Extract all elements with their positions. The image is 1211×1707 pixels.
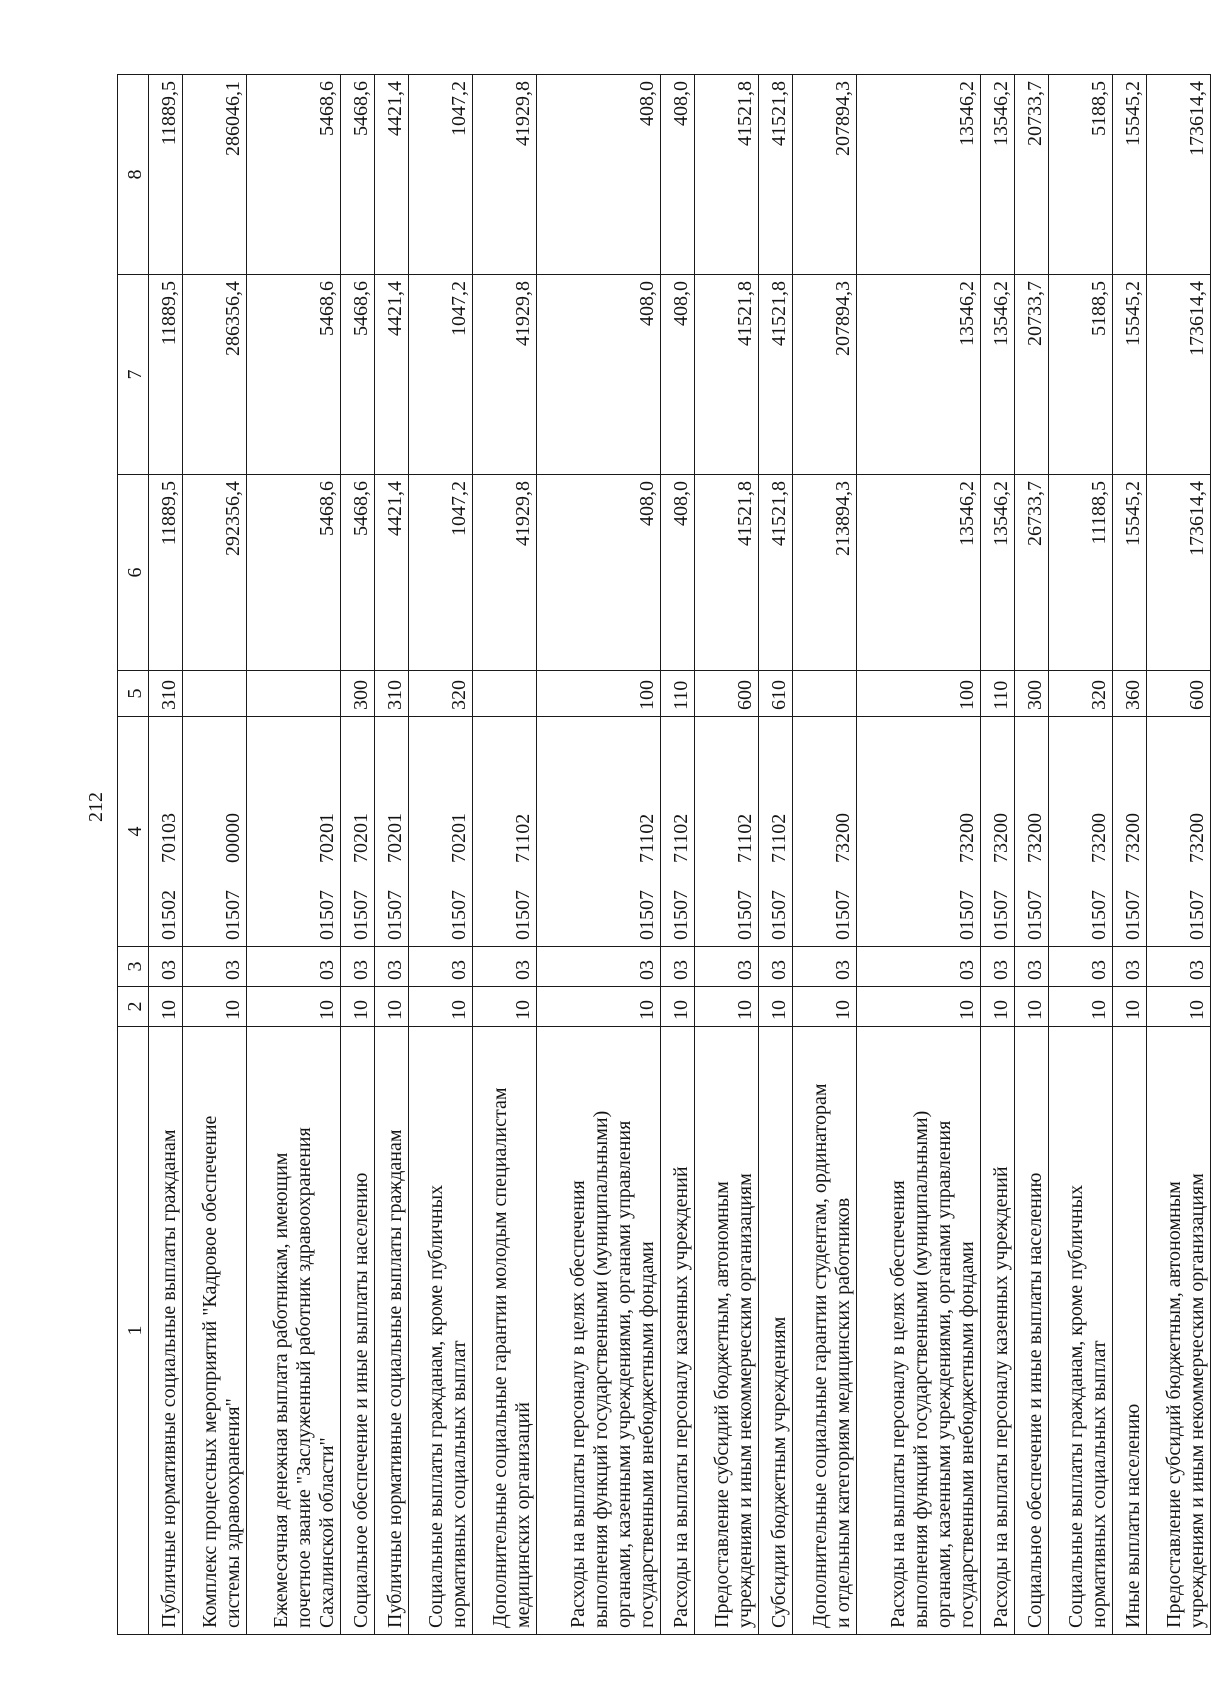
amount-col-8: 5468,6 [341, 75, 375, 275]
amount-col-7: 41521,8 [694, 275, 758, 475]
amount-col-6: 408,0 [661, 475, 695, 671]
description-line: Социальные выплаты гражданам, кроме публичных [1064, 1184, 1087, 1628]
section-code: 10 [374, 987, 408, 1027]
amount-col-7: 5188,5 [1048, 275, 1112, 475]
amount-col-8: 207894,3 [792, 75, 856, 275]
section-code: 10 [661, 987, 695, 1027]
target-article-code: 01507 73200 [1112, 717, 1146, 947]
amount-col-8: 13546,2 [981, 75, 1015, 275]
column-header: 2 [118, 987, 149, 1027]
expense-type-code [472, 671, 536, 717]
amount-col-6: 11188,5 [1048, 475, 1112, 671]
description-line: Расходы на выплаты персоналу в целях обеспечения [887, 1180, 909, 1628]
target-article-code: 01507 70201 [246, 717, 340, 947]
description-line: системы здравоохранения" [221, 1398, 244, 1628]
amount-col-8: 286046,1 [182, 75, 246, 275]
target-article-code: 01507 70201 [408, 717, 472, 947]
description-line: Субсидии бюджетным учреждениям [767, 1316, 790, 1628]
subsection-code: 03 [536, 947, 660, 987]
target-article-code: 01507 73200 [1146, 717, 1210, 947]
amount-col-6: 4421,4 [374, 475, 408, 671]
expense-type-code [182, 671, 246, 717]
amount-col-7: 11889,5 [149, 275, 183, 475]
section-code: 10 [1146, 987, 1210, 1027]
amount-col-8: 41929,8 [472, 75, 536, 275]
column-header: 3 [118, 947, 149, 987]
section-code: 10 [1112, 987, 1146, 1027]
amount-col-6: 41521,8 [758, 475, 792, 671]
row-description [1048, 1027, 1112, 1635]
subsection-code: 03 [694, 947, 758, 987]
description-line: Социальные выплаты гражданам, кроме публичных [424, 1184, 447, 1628]
amount-col-7: 173614,4 [1146, 275, 1210, 475]
amount-col-7: 408,0 [536, 275, 660, 475]
amount-col-7: 286356,4 [182, 275, 246, 475]
row-description [1112, 1027, 1146, 1635]
amount-col-8: 11889,5 [149, 75, 183, 275]
column-header: 5 [118, 671, 149, 717]
column-header: 6 [118, 475, 149, 671]
description-line: Расходы на выплаты персоналу казенных учреждений [669, 1166, 692, 1628]
expense-type-code: 310 [149, 671, 183, 717]
description-line: Расходы на выплаты персоналу в целях обеспечения [567, 1180, 589, 1628]
amount-col-6: 41929,8 [472, 475, 536, 671]
section-code: 10 [758, 987, 792, 1027]
description-line: и отдельным категориям медицинских работников [831, 1197, 854, 1628]
target-article-code: 01507 73200 [856, 717, 980, 947]
target-article-code: 01502 70103 [149, 717, 183, 947]
expense-type-code: 360 [1112, 671, 1146, 717]
description-line: Сахалинской области" [316, 1437, 338, 1628]
table-row [981, 75, 1015, 1635]
target-article-code: 01507 70201 [341, 717, 375, 947]
page-number: 212 [85, 792, 107, 822]
description-line: учреждениям и иным некоммерческим организациям [733, 1173, 756, 1628]
description-line: Дополнительные социальные гарантии молодым специалистам [488, 1087, 511, 1628]
section-code: 10 [149, 987, 183, 1027]
description-line: органами, казенными учреждениями, органами управления [613, 1120, 635, 1628]
amount-col-7: 15545,2 [1112, 275, 1146, 475]
table-row [661, 75, 695, 1635]
amount-col-6: 173614,4 [1146, 475, 1210, 671]
amount-col-6: 5468,6 [341, 475, 375, 671]
table-row [149, 75, 183, 1635]
expense-type-code: 100 [536, 671, 660, 717]
amount-col-6: 13546,2 [981, 475, 1015, 671]
amount-col-7: 20733,7 [1014, 275, 1048, 475]
budget-table [117, 74, 1211, 1635]
expense-type-code: 300 [1014, 671, 1048, 717]
amount-col-7: 13546,2 [856, 275, 980, 475]
section-code: 10 [536, 987, 660, 1027]
amount-col-6: 13546,2 [856, 475, 980, 671]
subsection-code: 03 [374, 947, 408, 987]
table-row [856, 75, 980, 1635]
column-header: 1 [118, 1027, 149, 1635]
amount-col-6: 15545,2 [1112, 475, 1146, 671]
row-description [1146, 1027, 1210, 1635]
subsection-code: 03 [792, 947, 856, 987]
amount-col-7: 41521,8 [758, 275, 792, 475]
table-body [118, 75, 1211, 1635]
amount-col-6: 292356,4 [182, 475, 246, 671]
row-description [472, 1027, 536, 1635]
subsection-code: 03 [1014, 947, 1048, 987]
row-description [341, 1027, 375, 1635]
amount-col-6: 5468,6 [246, 475, 340, 671]
description-line: Публичные нормативные социальные выплаты гражданам [383, 1129, 406, 1628]
subsection-code: 03 [1146, 947, 1210, 987]
target-article-code: 01507 00000 [182, 717, 246, 947]
row-description [536, 1027, 660, 1635]
table-row [472, 75, 536, 1635]
table-row [1112, 75, 1146, 1635]
table-row [1048, 75, 1112, 1635]
amount-col-6: 213894,3 [792, 475, 856, 671]
subsection-code: 03 [408, 947, 472, 987]
amount-col-6: 408,0 [536, 475, 660, 671]
column-header: 4 [118, 717, 149, 947]
description-line: медицинских организаций [511, 1402, 534, 1628]
description-line: органами, казенными учреждениями, органами управления [933, 1120, 955, 1628]
target-article-code: 01507 71102 [694, 717, 758, 947]
target-article-code: 01507 73200 [1048, 717, 1112, 947]
section-code: 10 [341, 987, 375, 1027]
section-code: 10 [182, 987, 246, 1027]
amount-col-7: 5468,6 [341, 275, 375, 475]
expense-type-code: 320 [408, 671, 472, 717]
description-line: Иные выплаты населению [1121, 1403, 1144, 1628]
amount-col-8: 408,0 [536, 75, 660, 275]
description-line: Предоставление субсидий бюджетным, автономным [1163, 1181, 1185, 1628]
row-description [408, 1027, 472, 1635]
table-row [374, 75, 408, 1635]
target-article-code: 01507 71102 [661, 717, 695, 947]
section-code: 10 [694, 987, 758, 1027]
subsection-code: 03 [1048, 947, 1112, 987]
expense-type-code: 310 [374, 671, 408, 717]
target-article-code: 01507 70201 [374, 717, 408, 947]
column-header: 8 [118, 75, 149, 275]
expense-type-code: 600 [694, 671, 758, 717]
expense-type-code: 600 [1146, 671, 1210, 717]
description-line: выполнения функций государственными (муниципальными) [910, 1110, 932, 1628]
amount-col-7: 207894,3 [792, 275, 856, 475]
expense-type-code: 110 [981, 671, 1015, 717]
target-article-code: 01507 71102 [758, 717, 792, 947]
amount-col-8: 4421,4 [374, 75, 408, 275]
description-line: Ежемесячная денежная выплата работникам, имеющим [270, 1152, 292, 1628]
subsection-code: 03 [981, 947, 1015, 987]
target-article-code: 01507 73200 [981, 717, 1015, 947]
subsection-code: 03 [182, 947, 246, 987]
section-code: 10 [981, 987, 1015, 1027]
description-line: нормативных социальных выплат [447, 1340, 470, 1628]
description-line: учреждениям и иным некоммерческим организациям [1186, 1173, 1208, 1628]
description-line: государственными внебюджетными фондами [956, 1241, 978, 1628]
subsection-code: 03 [341, 947, 375, 987]
description-line: Социальное обеспечение и иные выплаты населению [1023, 1172, 1046, 1628]
row-description [374, 1027, 408, 1635]
row-description [661, 1027, 695, 1635]
subsection-code: 03 [856, 947, 980, 987]
section-code: 10 [1014, 987, 1048, 1027]
amount-col-8: 173614,4 [1146, 75, 1210, 275]
row-description [981, 1027, 1015, 1635]
amount-col-8: 5188,5 [1048, 75, 1112, 275]
description-line: выполнения функций государственными (муниципальными) [590, 1110, 612, 1628]
subsection-code: 03 [1112, 947, 1146, 987]
amount-col-7: 5468,6 [246, 275, 340, 475]
target-article-code: 01507 73200 [1014, 717, 1048, 947]
row-description [149, 1027, 183, 1635]
section-code: 10 [792, 987, 856, 1027]
table-row [758, 75, 792, 1635]
subsection-code: 03 [149, 947, 183, 987]
description-line: нормативных социальных выплат [1087, 1340, 1110, 1628]
header-row [118, 75, 149, 1635]
description-line: Предоставление субсидий бюджетным, автономным [710, 1181, 733, 1628]
description-line: Комплекс процессных мероприятий "Кадровое обеспечение [198, 1115, 221, 1628]
description-line: Дополнительные социальные гарантии студентам, ординаторам [808, 1083, 831, 1628]
row-description [182, 1027, 246, 1635]
row-description [694, 1027, 758, 1635]
rotated-table-container [117, 75, 1211, 1635]
row-description [792, 1027, 856, 1635]
amount-col-8: 408,0 [661, 75, 695, 275]
amount-col-7: 4421,4 [374, 275, 408, 475]
row-description [246, 1027, 340, 1635]
table-row [1014, 75, 1048, 1635]
subsection-code: 03 [472, 947, 536, 987]
table-row [246, 75, 340, 1635]
target-article-code: 01507 71102 [536, 717, 660, 947]
description-line: почетное звание "Заслуженный работник здравоохранения [293, 1127, 315, 1628]
amount-col-8: 5468,6 [246, 75, 340, 275]
table-row [341, 75, 375, 1635]
row-description [758, 1027, 792, 1635]
expense-type-code [792, 671, 856, 717]
amount-col-6: 1047,2 [408, 475, 472, 671]
expense-type-code [246, 671, 340, 717]
amount-col-7: 408,0 [661, 275, 695, 475]
description-line: Публичные нормативные социальные выплаты гражданам [157, 1129, 180, 1628]
column-header: 7 [118, 275, 149, 475]
row-description [1014, 1027, 1048, 1635]
amount-col-8: 13546,2 [856, 75, 980, 275]
section-code: 10 [856, 987, 980, 1027]
amount-col-8: 1047,2 [408, 75, 472, 275]
section-code: 10 [1048, 987, 1112, 1027]
description-line: Расходы на выплаты персоналу казенных учреждений [989, 1166, 1012, 1628]
section-code: 10 [246, 987, 340, 1027]
target-article-code: 01507 71102 [472, 717, 536, 947]
amount-col-8: 41521,8 [694, 75, 758, 275]
table-row [536, 75, 660, 1635]
expense-type-code: 320 [1048, 671, 1112, 717]
amount-col-8: 15545,2 [1112, 75, 1146, 275]
amount-col-8: 41521,8 [758, 75, 792, 275]
subsection-code: 03 [758, 947, 792, 987]
table-row [1146, 75, 1210, 1635]
subsection-code: 03 [246, 947, 340, 987]
amount-col-7: 1047,2 [408, 275, 472, 475]
expense-type-code: 610 [758, 671, 792, 717]
section-code: 10 [472, 987, 536, 1027]
amount-col-6: 11889,5 [149, 475, 183, 671]
expense-type-code: 300 [341, 671, 375, 717]
expense-type-code: 110 [661, 671, 695, 717]
description-line: Социальное обеспечение и иные выплаты населению [349, 1172, 372, 1628]
description-line: государственными внебюджетными фондами [636, 1241, 658, 1628]
section-code: 10 [408, 987, 472, 1027]
amount-col-6: 41521,8 [694, 475, 758, 671]
table-row [792, 75, 856, 1635]
amount-col-6: 26733,7 [1014, 475, 1048, 671]
amount-col-8: 20733,7 [1014, 75, 1048, 275]
table-row [408, 75, 472, 1635]
subsection-code: 03 [661, 947, 695, 987]
table-row [182, 75, 246, 1635]
row-description [856, 1027, 980, 1635]
amount-col-7: 13546,2 [981, 275, 1015, 475]
target-article-code: 01507 73200 [792, 717, 856, 947]
expense-type-code: 100 [856, 671, 980, 717]
table-row [694, 75, 758, 1635]
amount-col-7: 41929,8 [472, 275, 536, 475]
